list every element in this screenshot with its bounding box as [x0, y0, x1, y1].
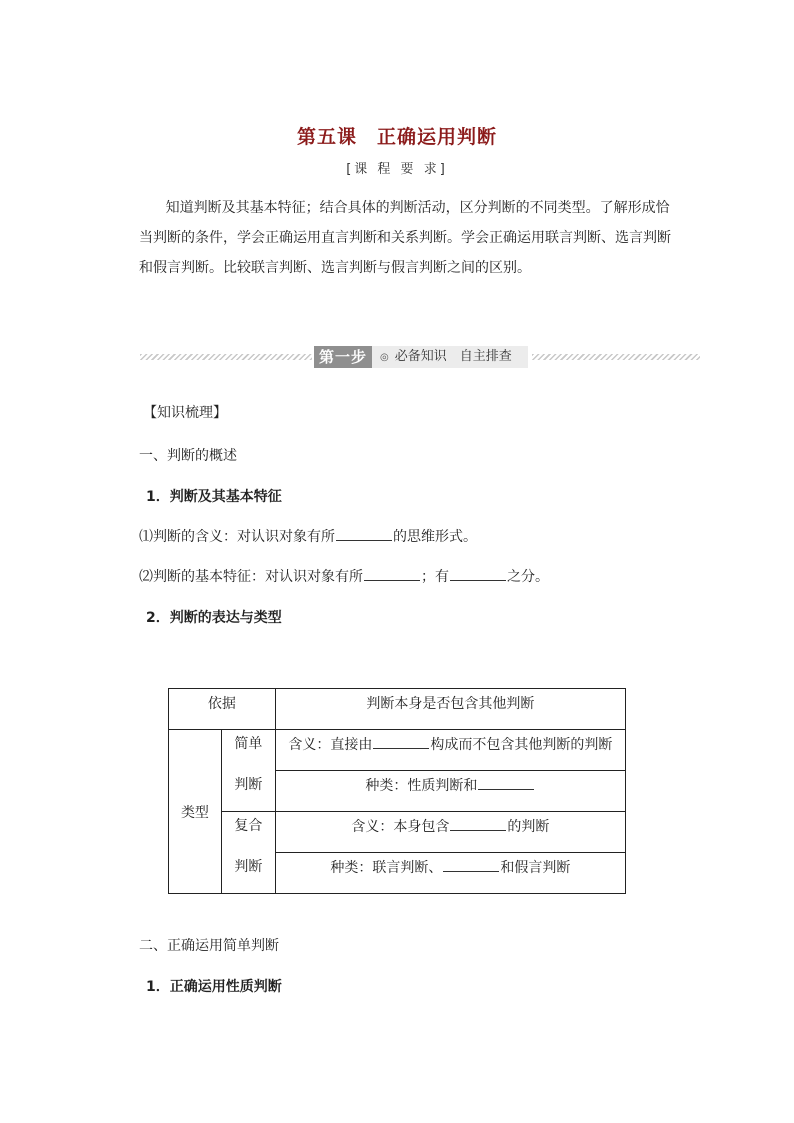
banner-text: 必备知识 自主排查: [394, 349, 512, 364]
simple-kinds-cell: 种类：性质判断和: [275, 771, 625, 812]
simple-judgment-cell: 简单 判断: [221, 730, 275, 812]
fill-blank: [450, 816, 506, 831]
type-label-cell: 类型: [169, 730, 222, 894]
page-title: 第五课 正确运用判断: [296, 126, 497, 148]
part2-heading: 二、正确运用简单判断: [139, 938, 279, 954]
section-1-1-heading: 1．判断及其基本特征: [146, 489, 282, 505]
table-row: [169, 689, 626, 730]
basis-value-cell: 判断本身是否包含其他判断: [275, 689, 625, 730]
basis-label-cell: 依据: [169, 689, 276, 730]
course-requirements-subtitle: [课 程 要 求]: [346, 162, 448, 177]
judgment-type-table: [168, 688, 626, 894]
section-2-1-heading: 1．正确运用性质判断: [146, 979, 282, 995]
banner-label: [372, 346, 528, 368]
section-1-2-heading: 2．判断的表达与类型: [146, 610, 282, 626]
fill-blank: [443, 857, 499, 872]
fill-blank: [478, 775, 534, 790]
knowledge-heading: 【知识梳理】: [143, 405, 227, 421]
definition-line: ⑴判断的含义：对认识对象有所 的思维形式。: [139, 526, 477, 546]
features-line: ⑵判断的基本特征：对认识对象有所 ；有 之分。: [139, 566, 549, 586]
banner-stripe-left: [140, 354, 312, 360]
compound-judgment-cell: 复合 判断: [221, 812, 275, 894]
intro-paragraph: 知道判断及其基本特征；结合具体的判断活动，区分判断的不同类型。了解形成恰当判断的条件，学会正确运用直言判断和关系判断。学会正确运用联言判断、选言判断和假言判断。比较联言判断、选言判断与假言判断之间的区别。: [139, 200, 671, 276]
compound-meaning-cell: 含义：本身包含 的判断: [275, 812, 625, 853]
fill-blank: [373, 734, 429, 749]
simple-meaning-cell: 含义：直接由 构成而不包含其他判断的判断: [275, 730, 625, 771]
step-badge: 第一步: [314, 346, 372, 368]
bullet-icon: ◎: [380, 352, 389, 363]
fill-blank: [336, 526, 392, 541]
banner-stripe-right: [532, 354, 700, 360]
table-row: [169, 730, 626, 771]
compound-kinds-cell: 种类：联言判断、 和假言判断: [275, 853, 625, 894]
section-banner: [140, 345, 700, 369]
fill-blank: [450, 566, 506, 581]
fill-blank: [364, 566, 420, 581]
table-row: [169, 812, 626, 853]
part1-heading: 一、判断的概述: [139, 448, 237, 464]
